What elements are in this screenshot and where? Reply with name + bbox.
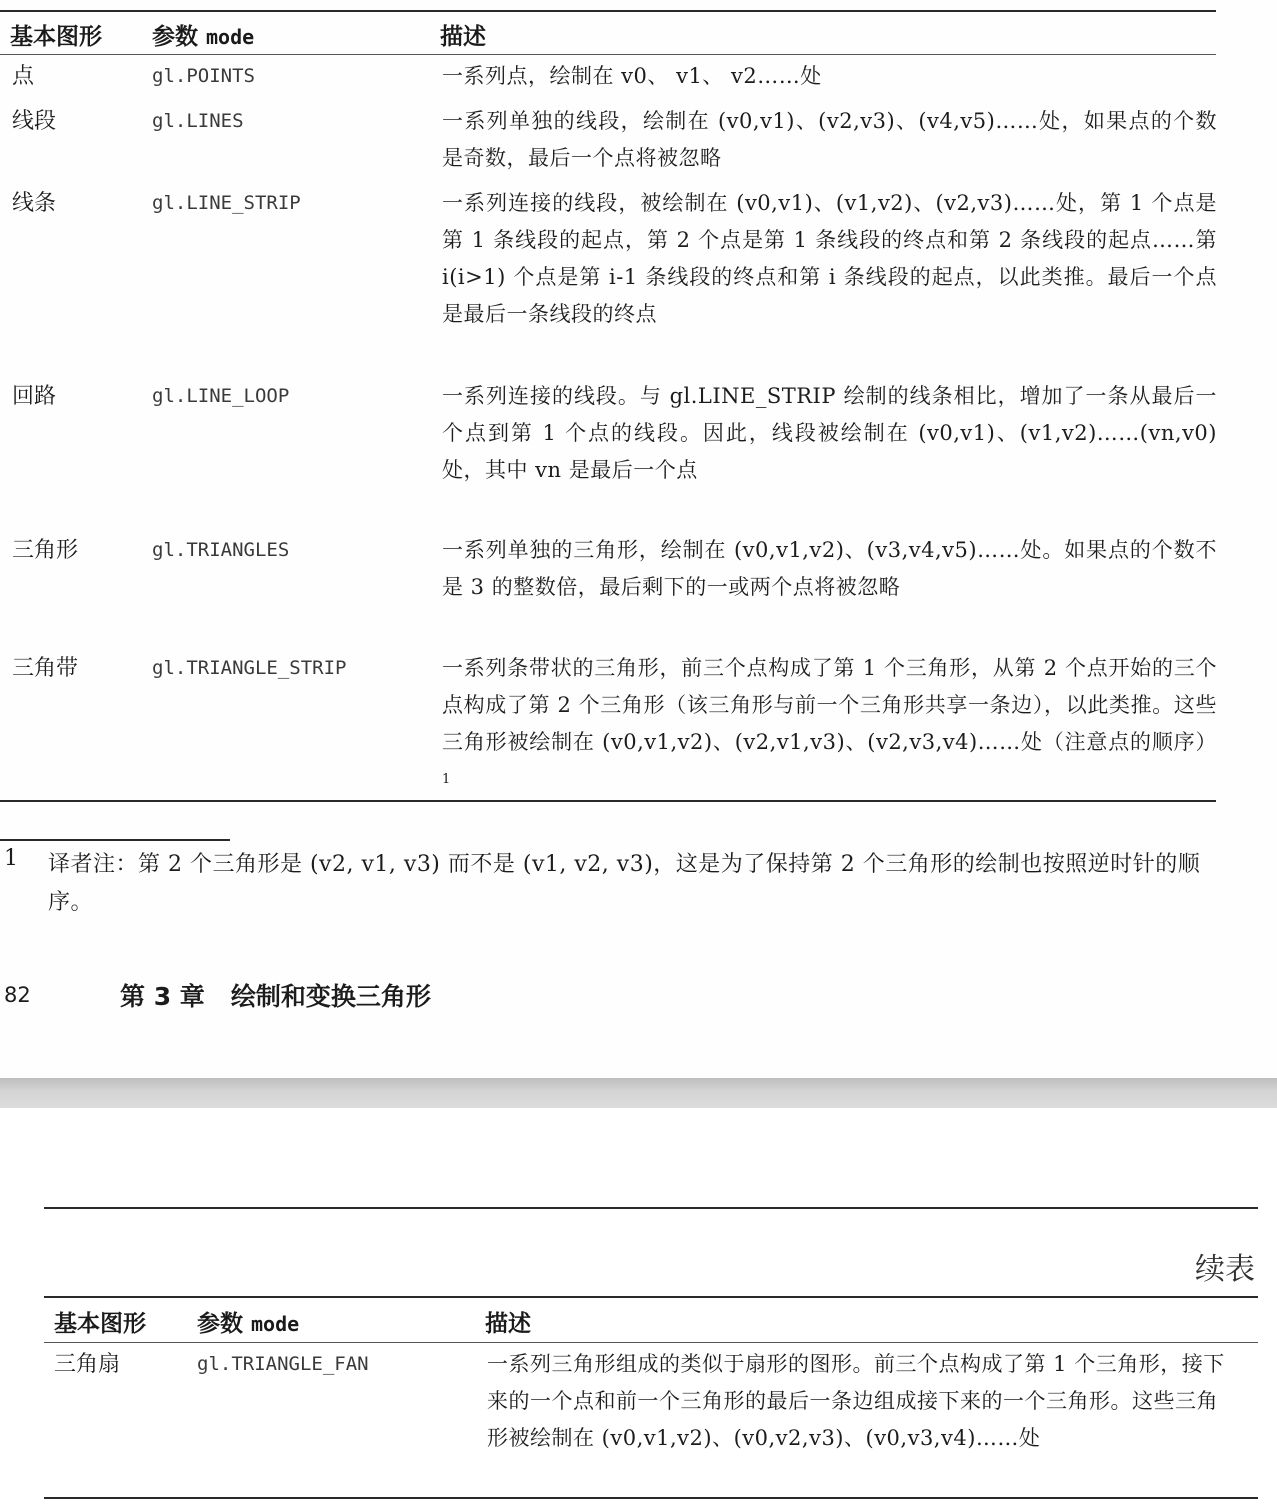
table2-header-shape: 基本图形 [54, 1311, 146, 1337]
continued-label: 续表 [1195, 1252, 1255, 1287]
row-mode: gl.LINE_STRIP [152, 192, 301, 214]
table2-header-param [197, 1305, 299, 1338]
table2-header-desc: 描述 [485, 1311, 531, 1337]
table-top-rule [0, 10, 1216, 12]
row-name: 点 [12, 64, 35, 89]
footnote-mark: 1 [442, 772, 451, 787]
header-param [152, 18, 254, 51]
row-mode: gl.TRIANGLE_FAN [197, 1353, 369, 1375]
row-mode: gl.TRIANGLES [152, 539, 290, 561]
footnote-text: 译者注：第 2 个三角形是 (v2, v1, v3) 而不是 (v1, v2, v3)，这是为了保持第 2 个三角形的绘制也按照逆时针的顺序。 [48, 852, 1201, 915]
row-mode: gl.TRIANGLE_STRIP [152, 657, 347, 679]
header-desc: 描述 [440, 24, 486, 50]
table-bottom-rule [0, 800, 1216, 802]
row-name: 回路 [12, 384, 57, 409]
header-rule [0, 54, 1216, 55]
footnote-number: 1 [4, 846, 18, 871]
row-desc: 一系列三角形组成的类似于扇形的图形。前三个点构成了第 1 个三角形，接下来的一个点和前一个三角形的最后一条边组成接下来的一个三角形。这些三角形被绘制在 (v0,v1,v2)、(v0,v2,v3)、(v0,v3,v4)……处 [487, 1352, 1225, 1450]
row-name: 线条 [12, 191, 57, 216]
table2-header-param-label: 参数 [197, 1311, 243, 1337]
row-mode: gl.POINTS [152, 65, 255, 87]
row-desc: 一系列单独的三角形，绘制在 (v0,v1,v2)、(v3,v4,v5)……处。如果点的个数不是 3 的整数倍，最后剩下的一或两个点将被忽略 [442, 538, 1217, 599]
header-param-mode: mode [206, 25, 255, 49]
row-name: 线段 [12, 109, 57, 134]
footnote-rule [0, 839, 230, 841]
row-desc: 一系列连接的线段，被绘制在 (v0,v1)、(v1,v2)、(v2,v3)……处，第 1 个点是第 1 条线段的起点，第 2 个点是第 1 条线段的终点和第 2 条线段的起点……第 i(i>1) 个点是第 i-1 条线段的终点和第 i 条线段的起点，以此类推。最后一个点是最后一条线段的终点 [442, 191, 1217, 326]
chapter-title: 第 3 章 绘制和变换三角形 [120, 982, 431, 1011]
row-desc: 一系列连接的线段。与 gl.LINE_STRIP 绘制的线条相比，增加了一条从最后一个点到第 1 个点的线段。因此，线段被绘制在 (v0,v1)、(v1,v2)……(vn,v0) 处，其中 vn 是最后一个点 [442, 384, 1217, 482]
table2-top-rule [44, 1296, 1258, 1298]
table2-header-rule [44, 1342, 1258, 1343]
row-name: 三角形 [12, 538, 79, 563]
header-param-label: 参数 [152, 24, 198, 50]
row-mode: gl.LINES [152, 110, 244, 132]
row-mode: gl.LINE_LOOP [152, 385, 290, 407]
page-number: 82 [4, 983, 31, 1007]
page-top-rule [44, 1207, 1258, 1209]
row-desc-text: 一系列条带状的三角形，前三个点构成了第 1 个三角形，从第 2 个点开始的三个点构成了第 2 个三角形（该三角形与前一个三角形共享一条边），以此类推。这些三角形被绘制在 (v0,v1,v2)、(v2,v1,v3)、(v2,v3,v4)……处（注意点的顺序） [442, 656, 1217, 754]
header-shape: 基本图形 [10, 24, 102, 50]
row-name: 三角扇 [54, 1352, 121, 1377]
row-desc [442, 650, 1217, 803]
row-name: 三角带 [12, 656, 79, 681]
row-desc: 一系列单独的线段，绘制在 (v0,v1)、(v2,v3)、(v4,v5)……处，如果点的个数是奇数，最后一个点将被忽略 [442, 109, 1217, 170]
page-gap [0, 1078, 1277, 1108]
row-desc: 一系列点，绘制在 v0、 v1、 v2……处 [442, 64, 822, 88]
table2-bottom-rule [44, 1497, 1258, 1499]
table2-header-param-mode: mode [251, 1312, 300, 1336]
